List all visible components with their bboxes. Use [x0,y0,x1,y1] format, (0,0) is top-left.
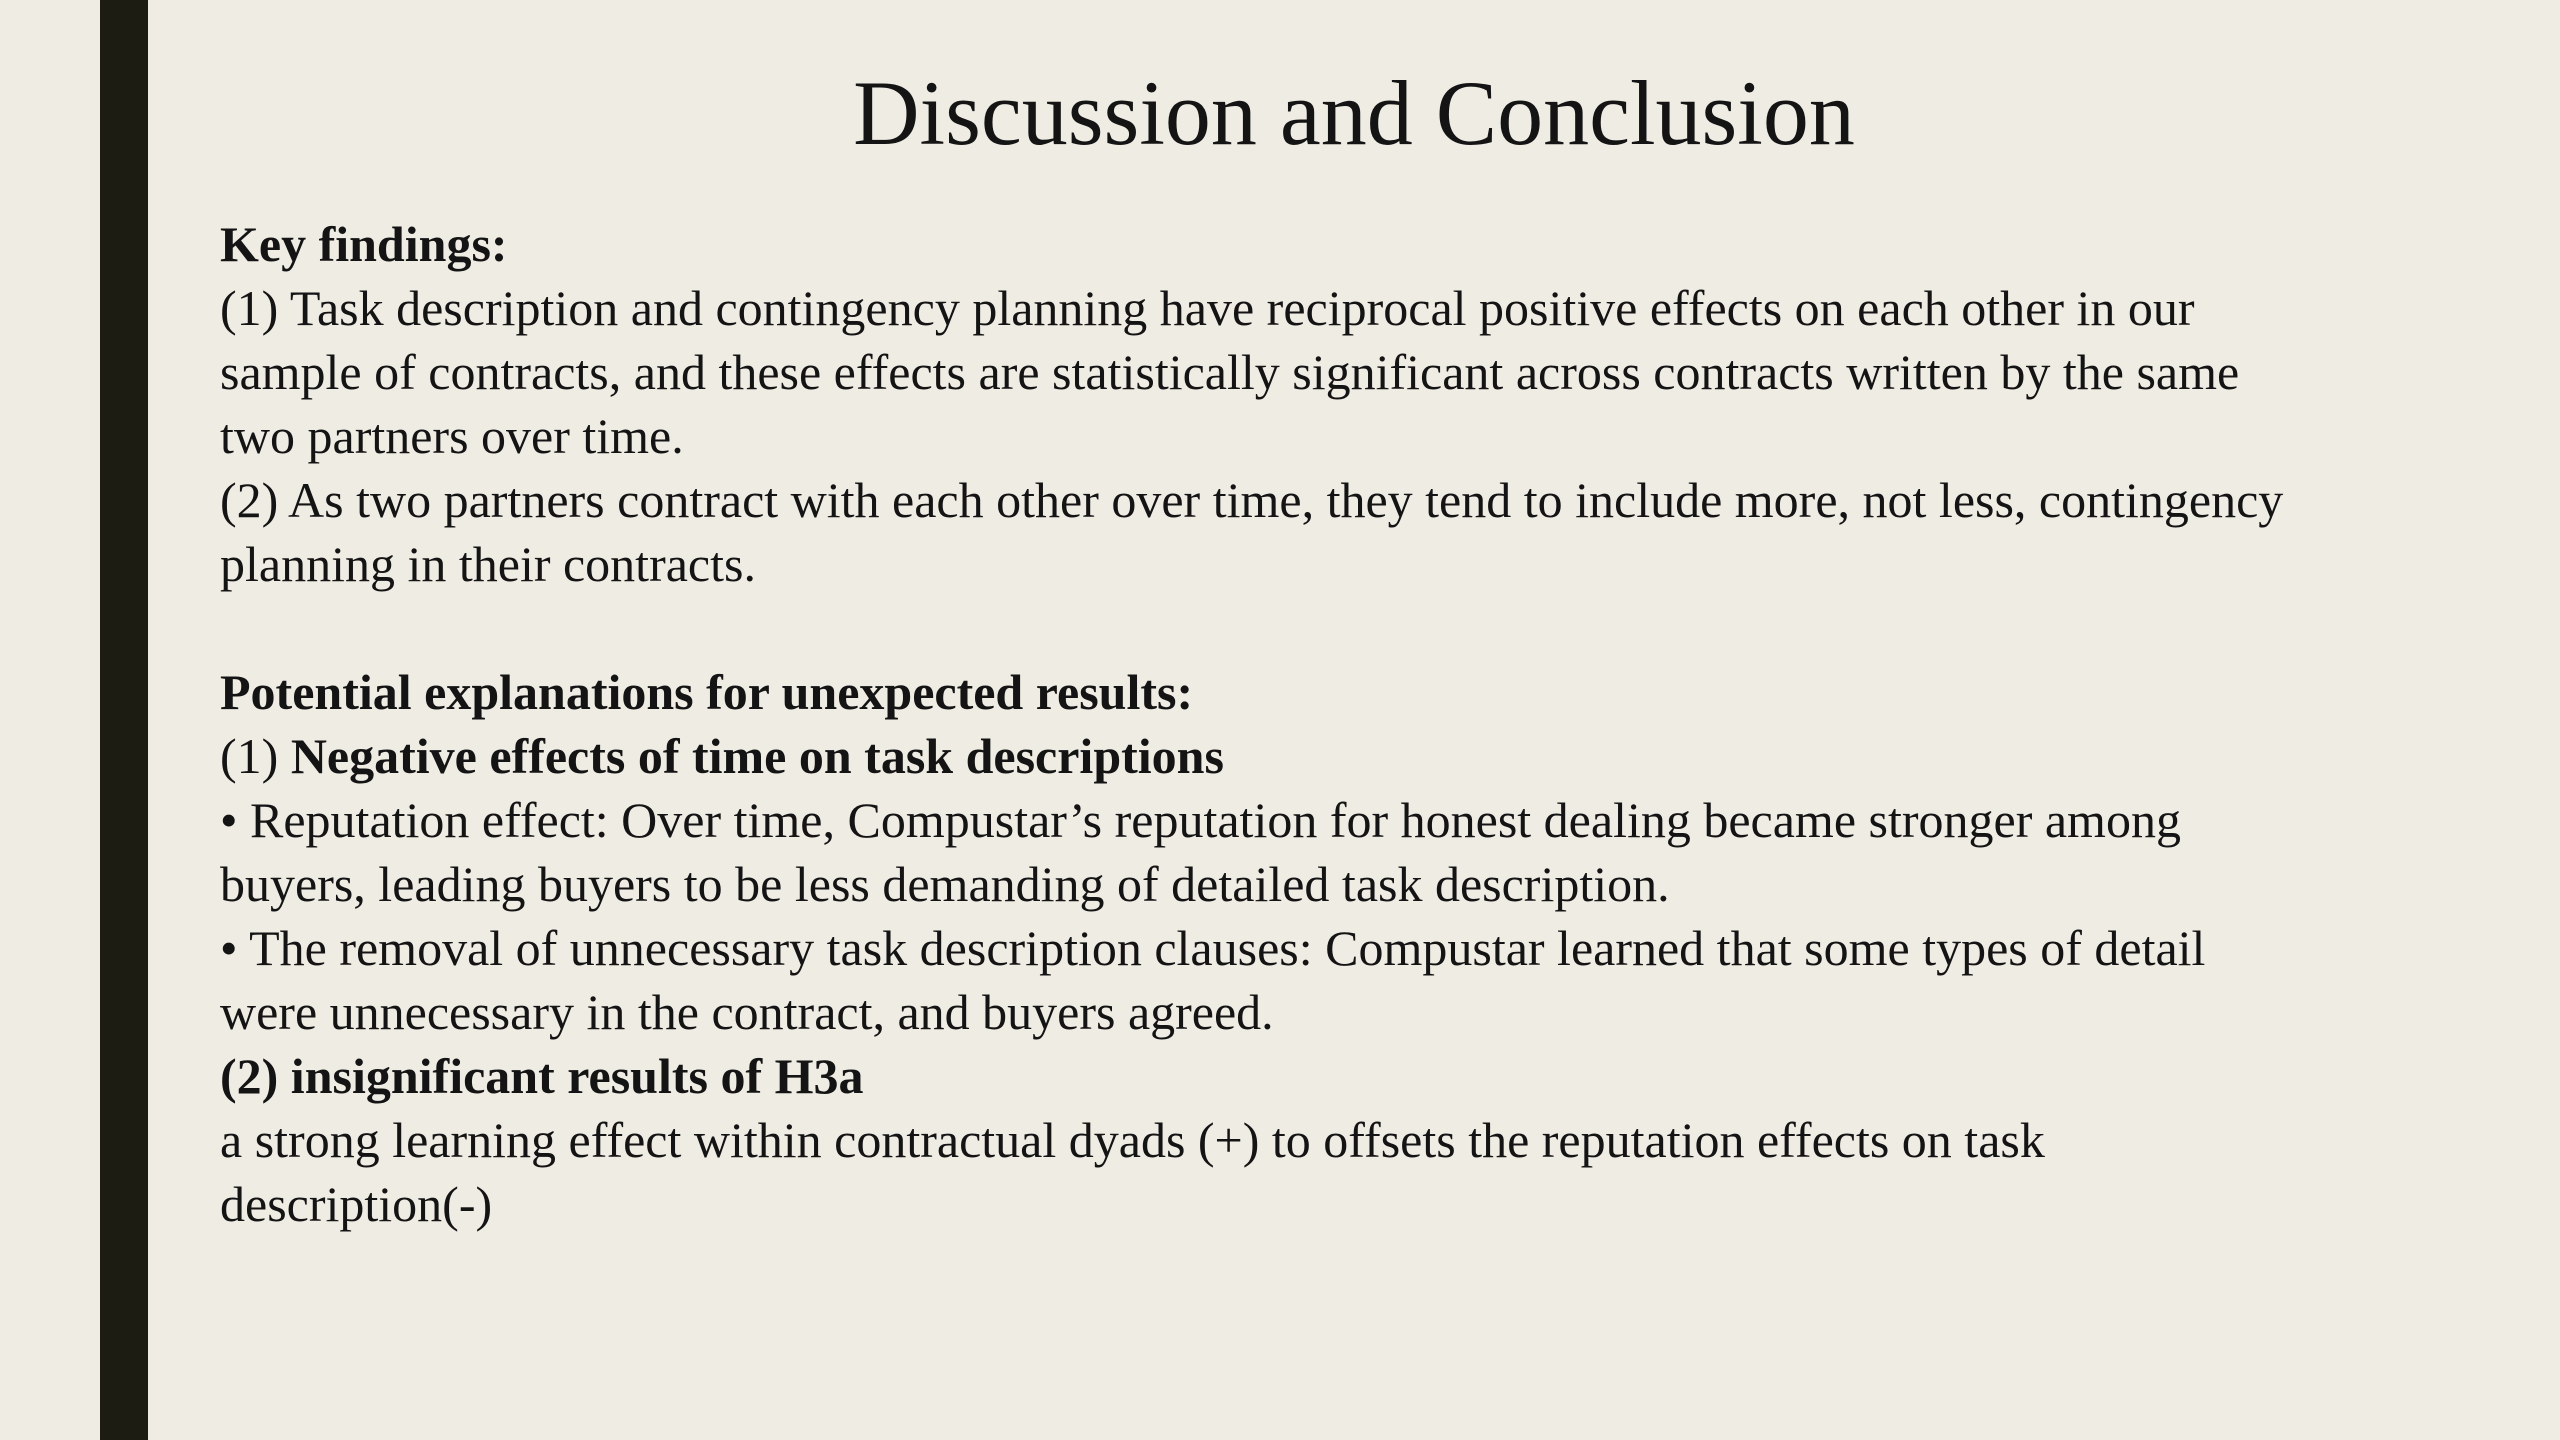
explanation-item2-title: (2) insignificant results of H3a [220,1048,864,1104]
slide-content [220,212,2460,1236]
key-findings-line: two partners over time. [220,408,684,464]
key-findings-line: sample of contracts, and these effects are statistically significant across contracts written by the same [220,344,2240,400]
explanation-item1-prefix: (1) [220,728,291,784]
explanation-item2-line: a strong learning effect within contractual dyads (+) to offsets the reputation effects on task [220,1112,2045,1168]
key-findings-line: (1) Task description and contingency planning have reciprocal positive effects on each other in our [220,280,2195,336]
left-accent-bar [100,0,148,1440]
key-findings-line: planning in their contracts. [220,536,756,592]
key-findings-heading: Key findings: [220,216,508,272]
explanation-item2-line: description(-) [220,1176,493,1232]
explanation-item1-line: buyers, leading buyers to be less demanding of detailed task description. [220,856,1670,912]
explanation-item1-title: Negative effects of time on task descriptions [290,728,1224,784]
paragraph-gap [220,596,2460,660]
explanation-item1-line: • Reputation effect: Over time, Compustar’s reputation for honest dealing became stronger among [220,792,2181,848]
explanations-heading: Potential explanations for unexpected results: [220,664,1194,720]
explanation-item1-line: • The removal of unnecessary task description clauses: Compustar learned that some types of detail [220,920,2206,976]
explanation-item1-line: were unnecessary in the contract, and buyers agreed. [220,984,1274,1040]
explanation-item1-heading [220,724,2460,788]
key-findings-line: (2) As two partners contract with each other over time, they tend to include more, not less, contingency [220,472,2284,528]
slide-title: Discussion and Conclusion [853,62,1855,164]
